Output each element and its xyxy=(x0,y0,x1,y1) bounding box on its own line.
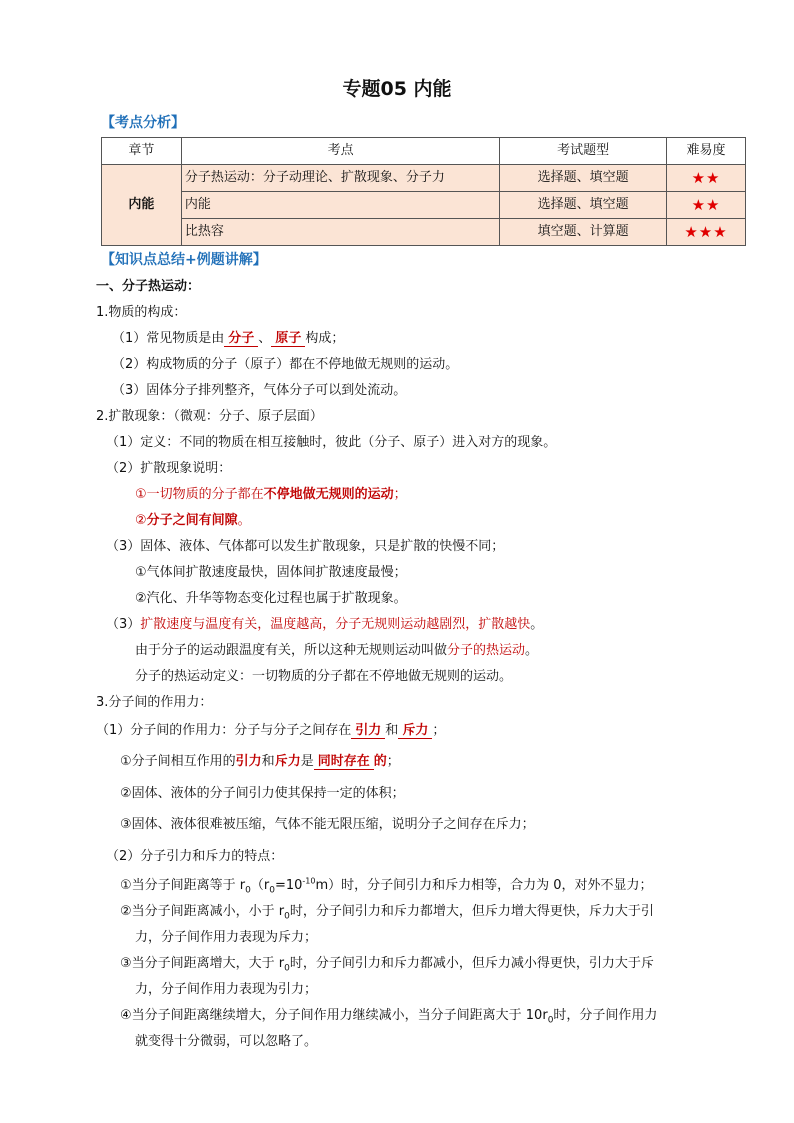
text: ； xyxy=(386,754,400,769)
type-cell: 选择题、填空题 xyxy=(500,165,667,192)
p3-line9 xyxy=(120,1007,657,1025)
highlight: 引力 xyxy=(235,754,262,769)
highlight: 分子之间有间隙 xyxy=(146,513,238,528)
text: ； xyxy=(432,723,446,738)
text: 。 xyxy=(525,643,539,658)
p2-line4 xyxy=(135,512,251,530)
highlight: 不停地做无规则的运动 xyxy=(263,487,394,502)
type-cell: 选择题、填空题 xyxy=(500,192,667,219)
p3-line1 xyxy=(96,722,445,740)
point-cell: 内能 xyxy=(181,192,499,219)
highlight: 扩散速度与温度有关，温度越高，分子无规则运动越剧烈，扩散越快 xyxy=(140,617,531,632)
answer-blank: 原子 xyxy=(271,331,305,347)
chapter-cell: 内能 xyxy=(102,165,182,246)
p3-line7 xyxy=(120,903,654,921)
difficulty-stars: ★★ xyxy=(667,192,746,219)
p2-line10: 分子的热运动定义：一切物质的分子都在不停地做无规则的运动。 xyxy=(135,669,513,684)
text: ③当分子间距离增大，大于 r xyxy=(120,956,285,971)
point-cell: 分子热运动：分子动理论、扩散现象、分子力 xyxy=(181,165,499,192)
text: 。 xyxy=(530,617,544,632)
p3-line8 xyxy=(120,955,654,973)
p3-line6 xyxy=(120,877,653,895)
text: 时，分子间引力和斥力都增大，但斥力增大得更快，斥力大于引 xyxy=(289,904,654,919)
p1-line3: （3）固体分子排列整齐，气体分子可以到处流动。 xyxy=(112,383,407,398)
text: m）时，分子间引力和斥力相等，合力为 0，对外不显力； xyxy=(315,878,653,893)
subscript: 0 xyxy=(269,885,275,896)
p2-line5: （3）固体、液体、气体都可以发生扩散现象，只是扩散的快慢不同； xyxy=(106,539,505,554)
summary-heading: 【知识点总结+例题讲解】 xyxy=(101,252,267,268)
p1-line1 xyxy=(112,330,344,348)
highlight: 的 xyxy=(373,754,387,769)
text: ④当分子间距离继续增大，分子间作用力继续减小，当分子间距离大于 10r xyxy=(120,1008,548,1023)
highlight: 斥力 xyxy=(274,754,301,769)
table-row xyxy=(102,192,746,219)
p3-line4: ③固体、液体很难被压缩，气体不能无限压缩，说明分子之间存在斥力； xyxy=(120,817,535,832)
p3-line7-cont: 力，分子间作用力表现为斥力； xyxy=(135,930,318,945)
highlight: 分子的热运动 xyxy=(447,643,526,658)
superscript: -10 xyxy=(302,876,316,886)
answer-blank: 斥力 xyxy=(398,723,432,739)
p2-line7: ②汽化、升华等物态变化过程也属于扩散现象。 xyxy=(135,591,407,606)
p2-line9 xyxy=(135,642,538,660)
text: 和 xyxy=(261,754,275,769)
text: ； xyxy=(393,487,407,502)
text: 时，分子间作用力 xyxy=(553,1008,658,1023)
p3-line2 xyxy=(120,753,400,771)
answer-blank: 同时存在 xyxy=(314,754,374,770)
p3-line9-cont: 就变得十分微弱，可以忽略了。 xyxy=(135,1034,318,1049)
subscript: 0 xyxy=(547,1015,554,1026)
p2-line2: （2）扩散现象说明： xyxy=(106,461,232,476)
text: 构成； xyxy=(305,331,345,346)
p3-title: 3.分子间的作用力： xyxy=(96,695,213,710)
header-type: 考试题型 xyxy=(500,138,667,165)
page-title: 专题05 内能 xyxy=(342,78,452,100)
header-chapter: 章节 xyxy=(102,138,182,165)
p2-line3 xyxy=(135,486,407,504)
text: =10 xyxy=(274,878,303,893)
text: （1）分子间的作用力：分子与分子之间存在 xyxy=(96,723,352,738)
text: ②当分子间距离减小，小于 r xyxy=(120,904,285,919)
exam-analysis-table xyxy=(101,137,746,246)
p3-line5: （2）分子引力和斥力的特点： xyxy=(106,849,284,864)
text: 和 xyxy=(385,723,399,738)
text: （r xyxy=(250,878,270,893)
analysis-heading: 【考点分析】 xyxy=(101,115,185,131)
p2-line8 xyxy=(106,616,543,634)
text: 是 xyxy=(300,754,314,769)
p1-title: 1.物质的构成： xyxy=(96,305,187,320)
answer-blank: 引力 xyxy=(351,723,385,739)
table-header-row xyxy=(102,138,746,165)
text: 由于分子的运动跟温度有关，所以这种无规则运动叫做 xyxy=(135,643,448,658)
difficulty-stars: ★★ xyxy=(667,165,746,192)
table-row xyxy=(102,165,746,192)
table-row xyxy=(102,219,746,246)
p3-line8-cont: 力，分子间作用力表现为引力； xyxy=(135,982,318,997)
answer-blank: 分子 xyxy=(224,331,258,347)
p2-line6: ①气体间扩散速度最快，固体间扩散速度最慢； xyxy=(135,565,407,580)
section-1-title: 一、分子热运动： xyxy=(96,279,201,294)
subscript: 0 xyxy=(284,911,290,922)
text: （3） xyxy=(106,617,141,632)
text: 、 xyxy=(258,331,272,346)
text: 。 xyxy=(237,513,251,528)
text: ①当分子间距离等于 r xyxy=(120,878,246,893)
header-point: 考点 xyxy=(181,138,499,165)
type-cell: 填空题、计算题 xyxy=(500,219,667,246)
p1-line2: （2）构成物质的分子（原子）都在不停地做无规则的运动。 xyxy=(112,357,459,372)
point-cell: 比热容 xyxy=(181,219,499,246)
p3-line3: ②固体、液体的分子间引力使其保持一定的体积； xyxy=(120,786,405,801)
p2-title: 2.扩散现象：（微观：分子、原子层面） xyxy=(96,409,323,424)
header-difficulty: 难易度 xyxy=(667,138,746,165)
text: 时，分子间引力和斥力都减小，但斥力减小得更快，引力大于斥 xyxy=(289,956,654,971)
subscript: 0 xyxy=(245,885,251,896)
text: （1）常见物质是由 xyxy=(112,331,225,346)
subscript: 0 xyxy=(284,963,290,974)
text: ①一切物质的分子都在 xyxy=(135,487,264,502)
text: ② xyxy=(135,513,147,528)
text: ①分子间相互作用的 xyxy=(120,754,236,769)
difficulty-stars: ★★★ xyxy=(667,219,746,246)
p2-line1: （1）定义：不同的物质在相互接触时，彼此（分子、原子）进入对方的现象。 xyxy=(106,435,557,450)
